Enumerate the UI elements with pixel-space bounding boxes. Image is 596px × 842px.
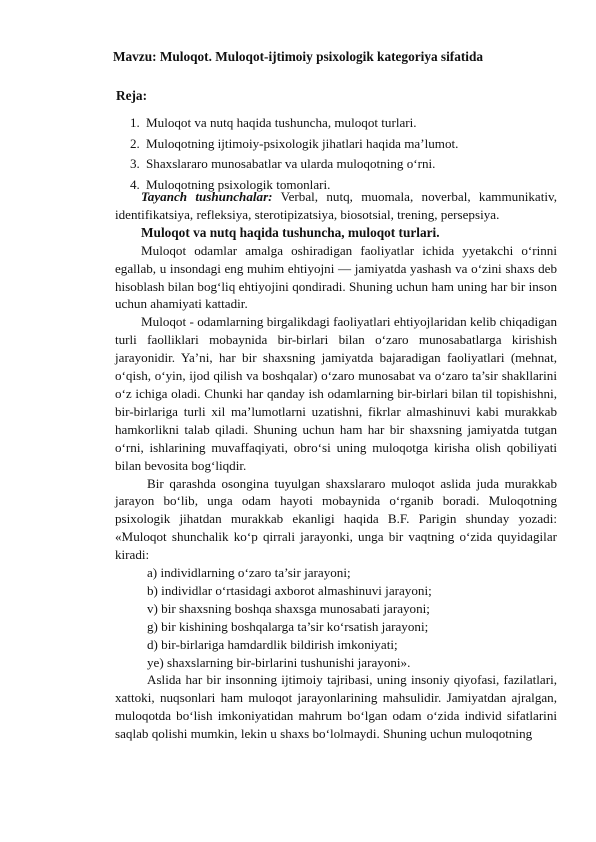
key-concepts-text: Verbal, nutq, muomala, noverbal, kammunikativ, identifikatsiya, refleksiya, sterotipizatsiya, biosotsial, trening, persepsiya. [115,189,557,222]
sub-item: v) bir shaxsning boshqa shaxsga munosabati jarayoni; [147,600,430,616]
document-title: Mavzu: Muloqot. Muloqot-ijtimoiy psixologik kategoriya sifatida [112,49,484,64]
body-paragraph: Aslida har bir insonning ijtimoiy tajribasi, uning insoniy qiyofasi, fazilatlari, xattoki, nuqsonlari ham muloqot jarayonlarining mahsulidir. Jamiyatdan ajralgan, muloqotda bo‘lish imkoniyatidan mahrum bo‘lgan odam o‘zida individ sifatlarini saqlab qolishi mumkin, lekin u shaxs bo‘lolmaydi. Shuning uchun muloqotning [115,672,557,742]
body-paragraph: Muloqot - odamlarning birgalikdagi faoliyatlari ehtiyojlaridan kelib chiqadigan turli faolliklari mobaynida bir-birlari bilan o‘zaro munosabatlarga kirishish jarayonidir. Ya’ni, har bir shaxsning jamiyatda bajaradigan faoliyatlari (mehnat, o‘qish, o‘yin, ijod qilish va boshqalar) o‘zaro munosabat va o‘zaro ta’sir shakllarini o‘z ichiga oladi. Chunki har qanday ish odamlarning bir-birlari bilan til topishishni, bir-birlariga turli xil ma’lumotlarni uzatishni, fikrlar almashinuvi kabi murakkab hamkorlikni talab qiladi. Shuning uchun ham har bir shaxsning jamiyatda tutgan o‘rni, ishlarining muvaffaqiyati, obro‘si uning muloqotga kirisha olish qobiliyati bilan bevosita bog‘liqdir. [115,314,557,473]
key-concepts-paragraph [115,188,557,224]
sub-item: g) bir kishining boshqalarga ta’sir ko‘rsatish jarayoni; [147,618,429,634]
body-paragraph: Bir qarashda osongina tuyulgan shaxslararo muloqot aslida juda murakkab jarayon bo‘lib, unga odam hayoti mobaynida o‘rganib boradi. Muloqotning psixologik jihatdan murakkab ekanligi haqida B.F. Parigin shunday yozadi: «Muloqot shunchalik ko‘p qirrali jarayonki, unga bir vaqtning o‘zida quyidagilar kiradi: [115,475,557,563]
sub-item: ye) shaxslarning bir-birlarini tushunishi jarayoni». [147,654,411,670]
plan-item-text: Muloqot va nutq haqida tushuncha, muloqot turlari. [146,115,417,130]
plan-item-number: 4. [130,176,140,192]
plan-item [130,114,458,135]
document-body [115,188,557,743]
sub-item: b) individlar o‘rtasidagi axborot almashinuvi jarayoni; [147,582,432,598]
section-heading: Muloqot va nutq haqida tushuncha, muloqot turlari. [141,224,440,240]
sub-item: d) bir-birlariga hamdardlik bildirish imkoniyati; [147,636,398,652]
plan-item [130,155,458,176]
plan-item-text: Shaxslararo munosabatlar va ularda muloqotning o‘rni. [146,156,436,172]
plan-item-number: 1. [130,115,140,130]
plan-heading: Reja: [116,88,148,103]
body-paragraph: Muloqot odamlar amalga oshiradigan faoliyatlar ichida yyetakchi o‘rinni egallab, u insondagi eng muhim ehtiyojni — jamiyatda yashash va o‘zini shaxs deb hisoblash bilan bog‘liq ehtiyojini qondiradi. Shuning uchun ham uning har bir inson uchun ahamiyati kattadir. [115,242,557,312]
plan-list [130,114,458,196]
sub-item: a) individlarning o‘zaro ta’sir jarayoni; [147,565,351,581]
plan-item-number: 3. [130,156,140,172]
plan-item [130,135,458,156]
plan-item-text: Muloqotning psixologik tomonlari. [146,176,331,192]
plan-item-text: Muloqotning ijtimoiy-psixologik jihatlari haqida ma’lumot. [146,135,459,151]
key-concepts-label: Tayanch tushunchalar: [141,189,273,204]
plan-item-number: 2. [130,135,140,151]
